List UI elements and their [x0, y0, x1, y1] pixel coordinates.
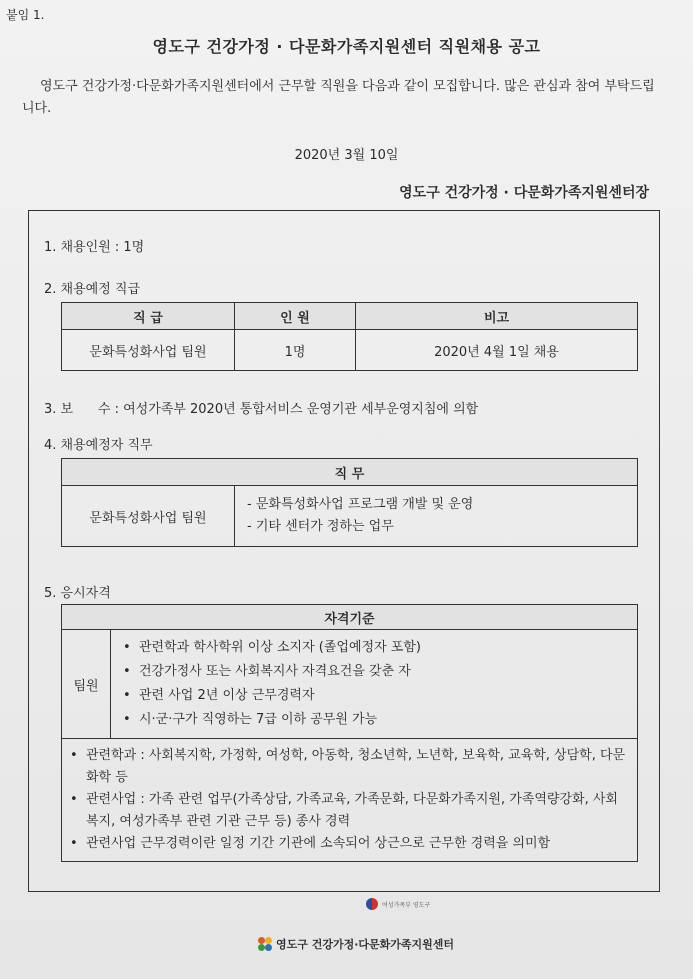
duty-item: - 기타 센터가 정하는 업무	[247, 519, 394, 534]
header-count: 인 원	[235, 303, 356, 330]
table-header-row	[62, 459, 638, 486]
cell-group: 팀원	[62, 630, 111, 739]
position-table	[61, 302, 638, 371]
note-item: • 관련사업 근무경력이란 일정 기간 기관에 소속되어 상근으로 근무한 경력을 의미함	[70, 836, 551, 851]
duty-item: - 문화특성화사업 프로그램 개발 및 운영	[247, 497, 474, 512]
announcement-date: 2020년 3월 10일	[294, 148, 399, 163]
cell-remark: 2020년 4월 1일 채용	[356, 330, 638, 371]
table-row	[62, 486, 638, 547]
intro-paragraph: 영도구 건강가정·다문화가족지원센터에서 근무할 직원을 다음과 같이 모집합니다. 많은 관심과 참여 부탁드립니다.	[22, 79, 655, 116]
cell-notes	[62, 739, 638, 862]
table-header-row	[62, 605, 638, 630]
table-row	[62, 330, 638, 371]
cell-count: 1명	[235, 330, 356, 371]
section-recruit-count: 1. 채용인원 : 1명	[44, 240, 145, 255]
ministry-emblem: 여성가족부 영도구	[366, 898, 430, 910]
header-duty: 직 무	[62, 459, 638, 486]
note-item: • 관련학과 : 사회복지학, 가정학, 여성학, 아동학, 청소년학, 노년학, 보육학, 교육학, 상담학, 다문화학 등	[70, 748, 626, 785]
attachment-label: 붙임 1.	[6, 8, 45, 22]
center-logo	[258, 936, 454, 952]
qualification-table	[61, 604, 638, 862]
cell-duties	[235, 486, 638, 547]
criteria-item: • 관련 사업 2년 이상 근무경력자	[123, 688, 315, 703]
table-header-row	[62, 303, 638, 330]
organization-signature: 영도구 건강가정 · 다문화가족지원센터장	[399, 185, 649, 201]
criteria-item: • 관련학과 학사학위 이상 소지자 (졸업예정자 포함)	[123, 640, 421, 655]
table-row	[62, 739, 638, 862]
section-salary: 3. 보 수 : 여성가족부 2020년 통합서비스 운영기관 세부운영지침에 의함	[44, 402, 479, 417]
header-criteria: 자격기준	[62, 605, 638, 630]
section-position-heading: 2. 채용예정 직급	[44, 282, 141, 297]
criteria-item: • 건강가정사 또는 사회복지사 자격요건을 갖춘 자	[123, 664, 411, 679]
section-qualification-heading: 5. 응시자격	[44, 586, 111, 601]
header-position: 직 급	[62, 303, 235, 330]
header-remark: 비고	[356, 303, 638, 330]
section-duty-heading: 4. 채용예정자 직무	[44, 438, 153, 453]
table-row	[62, 630, 638, 739]
page-title: 영도구 건강가정 · 다문화가족지원센터 직원채용 공고	[152, 37, 541, 56]
duty-table	[61, 458, 638, 547]
cell-criteria	[111, 630, 638, 739]
note-item: • 관련사업 : 가족 관련 업무(가족상담, 가족교육, 가족문화, 다문화가족지원, 가족역량강화, 사회복지, 여성가족부 관련 기관 근무 등) 종사 경력	[70, 792, 618, 829]
center-logo-icon	[258, 937, 272, 951]
center-name: 영도구 건강가정·다문화가족지원센터	[276, 938, 455, 951]
emblem-icon	[366, 898, 378, 910]
criteria-item: • 시·군·구가 직영하는 7급 이하 공무원 가능	[123, 712, 378, 727]
cell-position: 문화특성화사업 팀원	[62, 330, 235, 371]
cell-role: 문화특성화사업 팀원	[62, 486, 235, 547]
